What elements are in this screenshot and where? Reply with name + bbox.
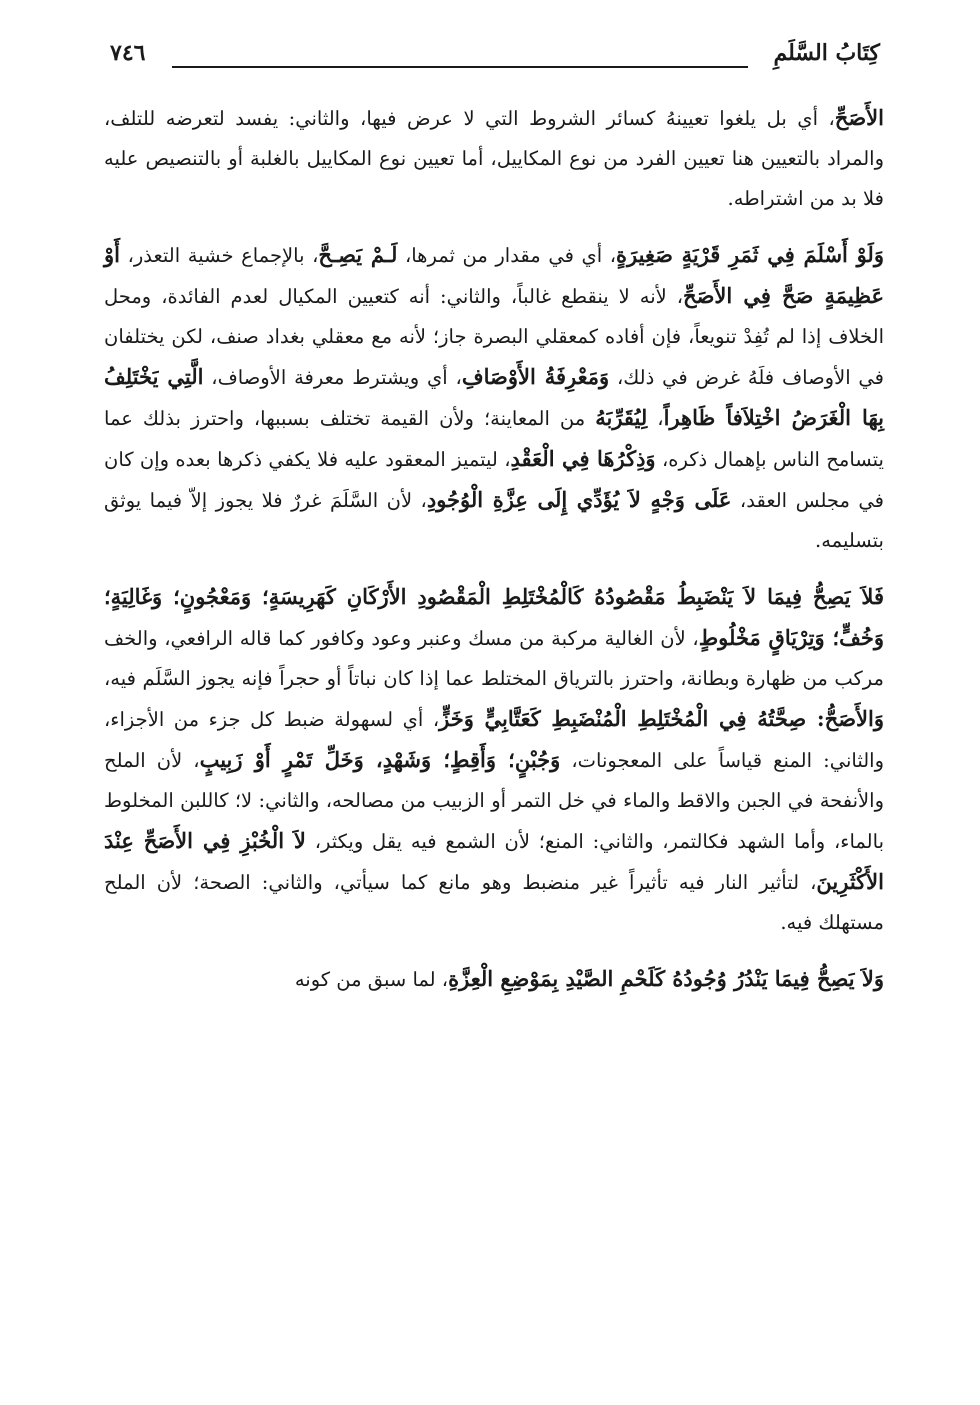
page-body [104,98,884,1016]
commentary-text: ، أي في مقدار من ثمرها، [397,244,617,267]
commentary-text: ، [647,407,664,430]
matn-text: الأَصَحِّ [834,105,884,130]
matn-text: الَّتِي يَخْتَلِفُ بِهَا الْغَرَضُ اخْتِلاَفاً ظَاهِراً [104,364,884,430]
paragraph-3 [104,577,884,943]
page-header [110,34,880,78]
matn-text: وَجُبْنٍ؛ وَأَقِطٍ؛ وَشَهْدٍ، وَخَلِّ تَمْرٍ أَوْ زَبِيبٍ [199,747,561,772]
matn-text: وَلاَ يَصِحُّ فِيمَا يَنْدُرُ وُجُودُهُ كَلَحْمِ الصَّيْدِ بِمَوْضِعِ الْعِزَّةِ [448,966,884,991]
matn-text: أَوْ عَظِيمَةٍ صَحَّ فِي الأَصَحِّ [104,242,884,308]
commentary-text: ، لأن السَّلَمَ غررٌ فلا يجوز إلاّ فيما يوثق بتسليمه. [104,489,884,552]
commentary-text: ، أي ويشترط معرفة الأوصاف، [203,366,462,389]
book-title: كِتَابُ السَّلَمِ [773,40,880,66]
matn-text: وَمَعْرِفَةُ الأَوْصَافِ [461,364,610,389]
commentary-text: ، لأن الملح والأنفحة في الجبن والاقط والماء في خل التمر أو الزبيب من مصالحه، والثاني: لا؛ كاللبن المخلوط بالماء، وأما الشهد فكالتمر، والثاني: المنع؛ لأن الشمع فيه يقل ويكثر، [104,749,884,853]
matn-text: عَلَى وَجْهٍ لاَ يُؤَدِّي إِلَى عِزَّةِ الْوُجُودِ [426,487,732,512]
matn-text: وَلَوْ أَسْلَمَ فِي ثَمَرِ قَرْيَةٍ صَغِيرَةٍ [616,242,884,267]
commentary-text: ، بالإجماع خشية التعذر، [119,244,319,267]
matn-text: لاَ الْخُبْزِ فِي الأَصَحِّ عِنْدَ الأَكْثَرِينَ [104,828,884,894]
commentary-text: ، لما سبق من كونه [294,968,449,991]
matn-text: لِيُقَرِّبَهُ [595,405,648,430]
commentary-text: ، لأنه لا ينقطع غالباً، والثاني: أنه كتعيين المكيال لعدم الفائدة، ومحل الخلاف إذا لم تُفِدْ تنويعاً، فإن أفاده كمعقلي البصرة جاز؛ لأنه مع معقلي بغداد صنف، لكن يختلفان في الأوصاف فلَهُ غرض في ذلك، [104,285,885,389]
matn-text: لَـمْ يَصِـحَّ [318,242,398,267]
matn-text: وَذِكْرُهَا فِي الْعَقْدِ [510,446,656,471]
commentary-text: ، أي بل يلغوا تعيينهُ كسائر الشروط التي لا عرض فيها، والثاني: يفسد لتعرضه للتلف، والمراد بالتعيين هنا تعيين الفرد من نوع المكاييل، أما تعيين نوع المكاييل بالغلبة أو بالتنصيص عليه فلا بد من اشتراطه. [104,107,884,210]
commentary-text: ، ليتميز المعقود عليه فلا يكفي ذكرها بعده وإن كان في مجلس العقد، [104,448,884,512]
paragraph-1 [104,98,884,219]
matn-text: وَالأَصَحُّ: صِحَّتُهُ فِي الْمُخْتَلِطِ الْمُنْضَبِطِ كَعَتَّابِيٍّ وَخَزٍّ [439,706,885,731]
commentary-text: ، أي لسهولة ضبط كل جزء من الأجزاء، والثاني: المنع قياساً على المعجونات، [104,708,884,772]
paragraph-4 [104,959,884,1000]
commentary-text: من المعاينة؛ ولأن القيمة تختلف بسببها، واحترز بذلك عما يتسامح الناس بإهمال ذكره، [104,407,884,471]
page-number: ٧٤٦ [110,40,146,66]
header-rule [172,66,748,68]
paragraph-2 [104,235,884,561]
matn-text: فَلاَ يَصِحُّ فِيمَا لاَ يَنْضَبِطُ مَقْصُودُهُ كَالْمُخْتَلِطِ الْمَقْصُودِ الأَرْكَانِ كَهَرِيسَةٍ؛ وَمَعْجُونٍ؛ وَغَالِيَةٍ؛ وَخُفٍّ؛ وَتِرْيَاقٍ مَخْلُوطٍ [104,584,885,650]
commentary-text: ، لأن الغالية مركبة من مسك وعنبر وعود وكافور كما قاله الرافعي، والخف مركب من ظهارة وبطانة، واحترز بالترياق المختلط عما إذا كان نباتاً أو حجراً فإنه يجوز السَّلَم فيه، [104,627,884,690]
commentary-text: ، لتأثير النار فيه تأثيراً غير منضبط وهو مانع كما سيأتي، والثاني: الصحة؛ لأن الملح مستهلك فيه. [104,871,884,934]
